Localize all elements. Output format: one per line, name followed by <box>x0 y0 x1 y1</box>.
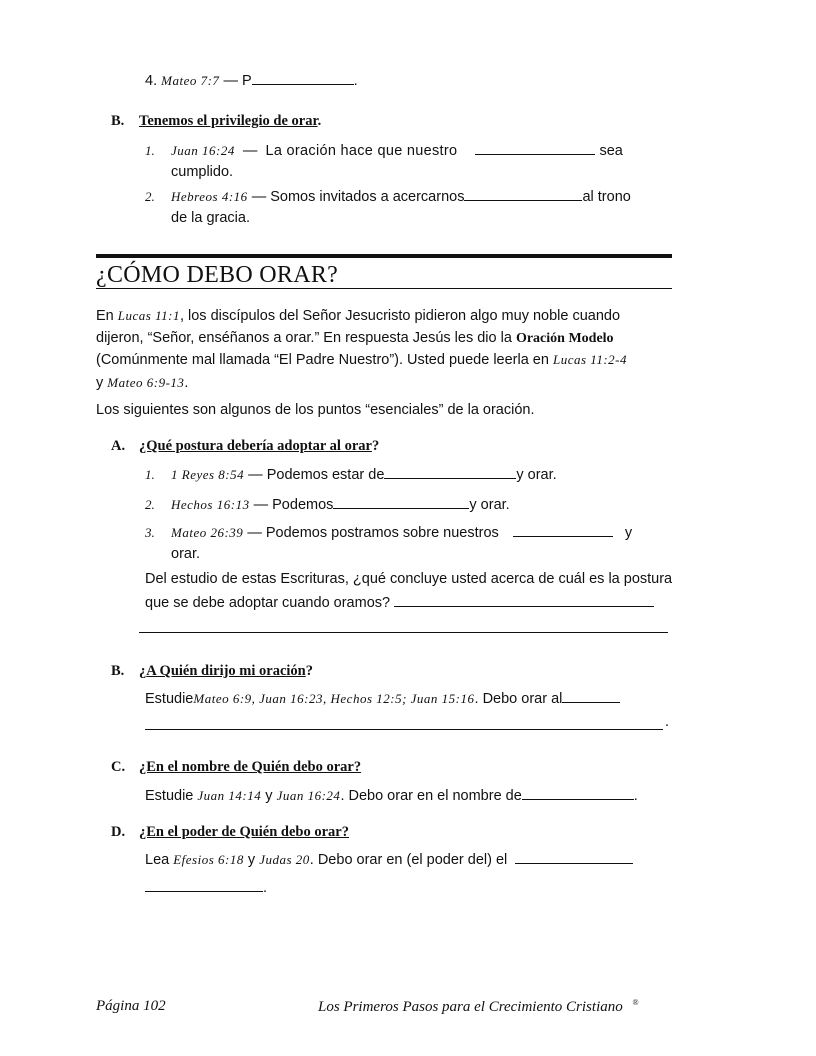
section-b-top-heading: B. Tenemos el privilegio de orar. <box>111 113 322 129</box>
answer-line[interactable] <box>145 729 663 730</box>
section-c-study: Estudie Juan 14:14 y Juan 16:24. Debo orar en el nombre de . <box>145 785 638 807</box>
item-mateo-26-39: 3. Mateo 26:39 — Podemos postramos sobre nuestros y orar. <box>145 522 665 565</box>
scripture-ref: 1 Reyes 8:54 <box>171 467 245 482</box>
scripture-ref: Juan 16:24 <box>171 143 235 158</box>
scripture-ref: Judas 20 <box>259 852 310 867</box>
book-title: Los Primeros Pasos para el Crecimiento Cristiano ® <box>318 998 639 1015</box>
section-c-heading: C. ¿En el nombre de Quién debo orar? <box>111 759 362 775</box>
section-b-study: EstudieMateo 6:9, Juan 16:23, Hechos 12:5; Juan 15:16. Debo orar al <box>145 688 620 710</box>
scripture-ref: Hebreos 4:16 <box>171 189 248 204</box>
oracion-modelo: Oración Modelo <box>515 330 614 346</box>
scripture-ref: Hechos 16:13 <box>171 497 250 512</box>
page-number: Página 102 <box>96 998 166 1014</box>
section-a-heading: A. ¿Qué postura debería adoptar al orar? <box>111 438 380 454</box>
scripture-ref: Mateo 7:7 <box>161 73 220 88</box>
scripture-ref: Mateo 26:39 <box>171 525 244 540</box>
answer-blank[interactable] <box>522 785 634 800</box>
scripture-ref: Juan 14:14 <box>197 788 262 803</box>
scripture-ref: Mateo 6:9-13 <box>107 374 185 390</box>
scripture-ref: Efesios 6:18 <box>173 852 244 867</box>
answer-blank[interactable] <box>515 849 633 864</box>
item-number: 4. <box>145 73 158 89</box>
item-mateo-7-7: 4. Mateo 7:7 — P . <box>145 70 358 92</box>
scripture-ref: Lucas 11:1 <box>117 308 180 323</box>
section-d-heading: D. ¿En el poder de Quién debo orar? <box>111 824 349 840</box>
answer-blank[interactable] <box>384 464 516 479</box>
scripture-ref: Juan 16:24 <box>276 788 341 803</box>
answer-blank[interactable] <box>475 140 595 155</box>
intro-paragraph: En Lucas 11:1, los discípulos del Señor Jesucristo pidieron algo muy noble cuando dijeron, “Señor, enséñanos a orar.” En respuesta Jesús les dio la Oración Modelo (Comúnmente mal llamada “El Padre Nuestro”). Usted puede leerla en Lucas 11:2-4 y Mateo 6:9-13. Los siguientes son algunos de los puntos “esenciales” de la oración. <box>96 305 672 422</box>
scripture-ref: Lucas 11:2-4 <box>552 352 627 367</box>
item-text: P <box>241 73 252 89</box>
section-d-continuation: . <box>145 877 267 899</box>
item-1-reyes-8-54: 1. 1 Reyes 8:54 — Podemos estar de y orar. <box>145 464 557 486</box>
section-d-study: Lea Efesios 6:18 y Judas 20. Debo orar en (el poder del) el <box>145 849 633 871</box>
answer-blank[interactable] <box>464 186 582 201</box>
answer-blank[interactable] <box>145 877 263 892</box>
answer-blank[interactable] <box>394 592 654 607</box>
registered-mark: ® <box>632 998 639 1007</box>
item-hebreos-4-16: 2. Hebreos 4:16 — Somos invitados a acercarnos al trono de la gracia. <box>145 186 665 229</box>
section-b-heading: B. ¿A Quién dirijo mi oración? <box>111 663 313 679</box>
page-title: ¿CÓMO DEBO ORAR? <box>96 262 339 288</box>
answer-blank[interactable] <box>562 688 620 703</box>
answer-line[interactable] <box>139 632 668 633</box>
answer-blank[interactable] <box>333 494 469 509</box>
posture-question: Del estudio de estas Escrituras, ¿qué concluye usted acerca de cuál es la postura que se debe adoptar cuando oramos? <box>145 571 673 611</box>
answer-blank[interactable] <box>513 522 613 537</box>
heading-top-rule <box>96 254 672 258</box>
item-juan-16-24: 1. Juan 16:24 — La oración hace que nuestro sea cumplido. <box>145 140 665 183</box>
dash: — <box>223 73 238 89</box>
heading-underline <box>96 288 672 289</box>
scripture-refs: Mateo 6:9, Juan 16:23, Hechos 12:5; Juan 15:16 <box>193 691 475 706</box>
answer-blank[interactable] <box>252 70 354 85</box>
item-hechos-16-13: 2. Hechos 16:13 — Podemos y orar. <box>145 494 510 516</box>
intro-essentials: Los siguientes son algunos de los puntos “esenciales” de la oración. <box>96 402 535 418</box>
